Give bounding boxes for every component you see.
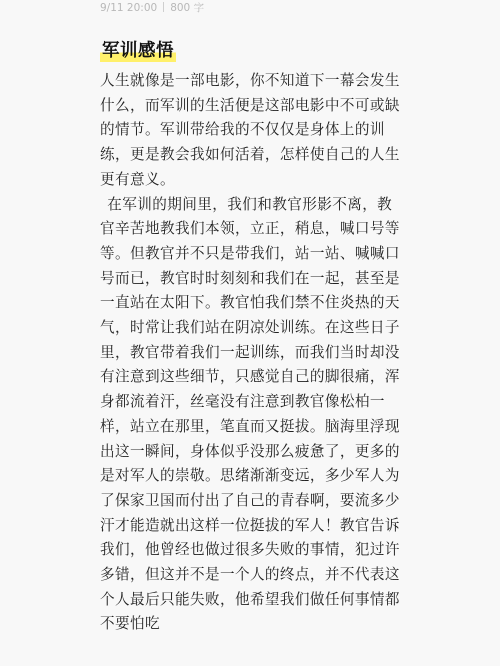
- note-word-count: 800 字: [170, 2, 205, 14]
- note-title: 军训感悟: [100, 38, 176, 64]
- note-timestamp: 9/11 20:00: [100, 2, 158, 14]
- title-wrap: [100, 38, 176, 68]
- note-body[interactable]: [100, 69, 405, 637]
- paragraph-2: 在军训的期间里，我们和教官形影不离，教官辛苦地教我们本领，立正，稍息，喊口号等等。但教官并不只是带我们，站一站、喊喊口号而已，教官时时刻刻和我们在一起，甚至是一直站在太阳下。教官怕我们禁不住炎热的天气，时常让我们站在阴凉处训练。在这些日子里，教官带着我们一起训练，而我们当时却没有注意到这些细节，只感觉自己的脚很痛，浑身都流着汗，丝毫没有注意到教官像松柏一样，站立在那里，笔直而又挺拔。脑海里浮现出这一瞬间，身体似乎没那么疲惫了，更多的是对军人的崇敬。思绪渐渐变远，多少军人为了保家卫国而付出了自己的青春啊，要流多少汗才能造就出这样一位挺拔的军人！教官告诉我们，他曾经也做过很多失败的事情，犯过许多错，但这并不是一个人的终点，并不代表这个人最后只能失败，他希望我们做任何事情都不要怕吃: [100, 195, 400, 633]
- meta-divider: [163, 2, 164, 12]
- paragraph-1: 人生就像是一部电影，你不知道下一幕会发生什么，而军训的生活便是这部电影中不可或缺的情节。军训带给我的不仅仅是身体上的训练，更是教会我如何活着，怎样使自己的人生更有意义。: [100, 72, 400, 188]
- note-meta: [100, 0, 204, 16]
